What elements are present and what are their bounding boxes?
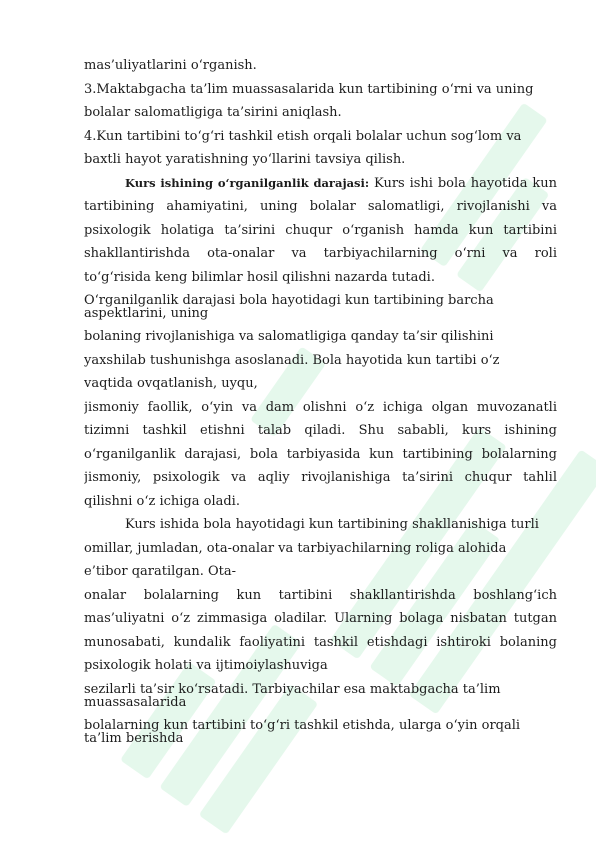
text-line: munosabati, kundalik faoliyatini tashkil etishdagi ishtiroki bolaning [84,634,557,650]
section-lead-heading: Kurs ishining o‘rganilganlik darajasi: [125,175,370,190]
text-line: psixologik holatiga ta’sirini chuqur o‘rganish hamda kun tartibini [84,222,557,238]
text-line: baxtli hayot yaratishning yo‘llarini tavsiya qilish. [84,152,406,167]
text-span: Kurs ishi bola hayotida kun [374,175,557,191]
text-line: yaxshilab tushunishga asoslanadi. Bola hayotida kun tartibi o‘z [84,352,500,368]
text-line: mas’uliyatni o‘z zimmasiga oladilar. Ularning bolaga nisbatan tutgan [84,611,557,626]
text-line: tizimni tashkil etishni talab qiladi. Shu sababli, kurs ishining [84,423,557,438]
text-line: jismoniy, psixologik va aqliy rivojlanishiga ta’sirini chuqur tahlil [84,470,557,485]
text-line: mas’uliyatlarini o‘rganish. [84,58,257,73]
text-span: sezilarli ta’sir ko‘rsatadi. Tarbiyachilar esa maktabgacha ta’lim [84,681,501,697]
text-line [84,714,557,750]
text-line: jismoniy faollik, o‘yin va dam olishni o‘z ichiga olgan muvozanatli [84,399,557,415]
text-line: shakllantirishda ota-onalar va tarbiyachilarning o‘rni va roli [84,246,557,261]
text-line: onalar bolalarning kun tartibini shakllantirishda boshlang‘ich [84,587,557,603]
text-line: tartibining ahamiyatini, uning bolalar salomatligi, rivojlanishi va [84,199,557,214]
text-span: ta’lim berishda [84,730,184,746]
text-line: qilishni o‘z ichiga oladi. [84,493,240,509]
text-line [84,289,557,325]
text-line: bolalar salomatligiga ta’sirini aniqlash. [84,105,342,120]
text-line: to‘g‘risida keng bilimlar hosil qilishni nazarda tutadi. [84,269,435,285]
text-line: Kurs ishida bola hayotidagi kun tartibining shakllanishiga turli [125,517,539,532]
text-line: 3.Maktabgacha ta’lim muassasalarida kun tartibining o‘rni va uning [84,81,534,97]
text-span: aspektlarini, uning [84,306,209,321]
paragraph-study-level-first-line [84,172,557,196]
text-line: 4.Kun tartibini to‘g‘ri tashkil etish orqali bolalar uchun sog‘lom va [84,128,522,144]
text-line: bolaning rivojlanishiga va salomatligiga qanday ta’sir qilishini [84,329,494,344]
document-body [84,54,557,750]
text-line: psixologik holati va ijtimoiylashuviga [84,658,328,673]
text-line: e’tibor qaratilgan. Ota- [84,564,237,579]
text-span: muassasalarida [84,694,187,710]
text-line: vaqtida ovqatlanish, uyqu, [84,376,258,391]
text-line: o‘rganilganlik darajasi, bola tarbiyasida kun tartibining bolalarning [84,446,557,462]
text-span: O‘rganilganlik darajasi bola hayotidagi kun tartibining barcha [84,293,494,308]
text-line: omillar, jumladan, ota-onalar va tarbiyachilarning roliga alohida [84,540,507,556]
text-span: bolalarning kun tartibini to‘g‘ri tashkil etishda, ularga o‘yin orqali [84,717,521,733]
text-line [84,678,557,714]
